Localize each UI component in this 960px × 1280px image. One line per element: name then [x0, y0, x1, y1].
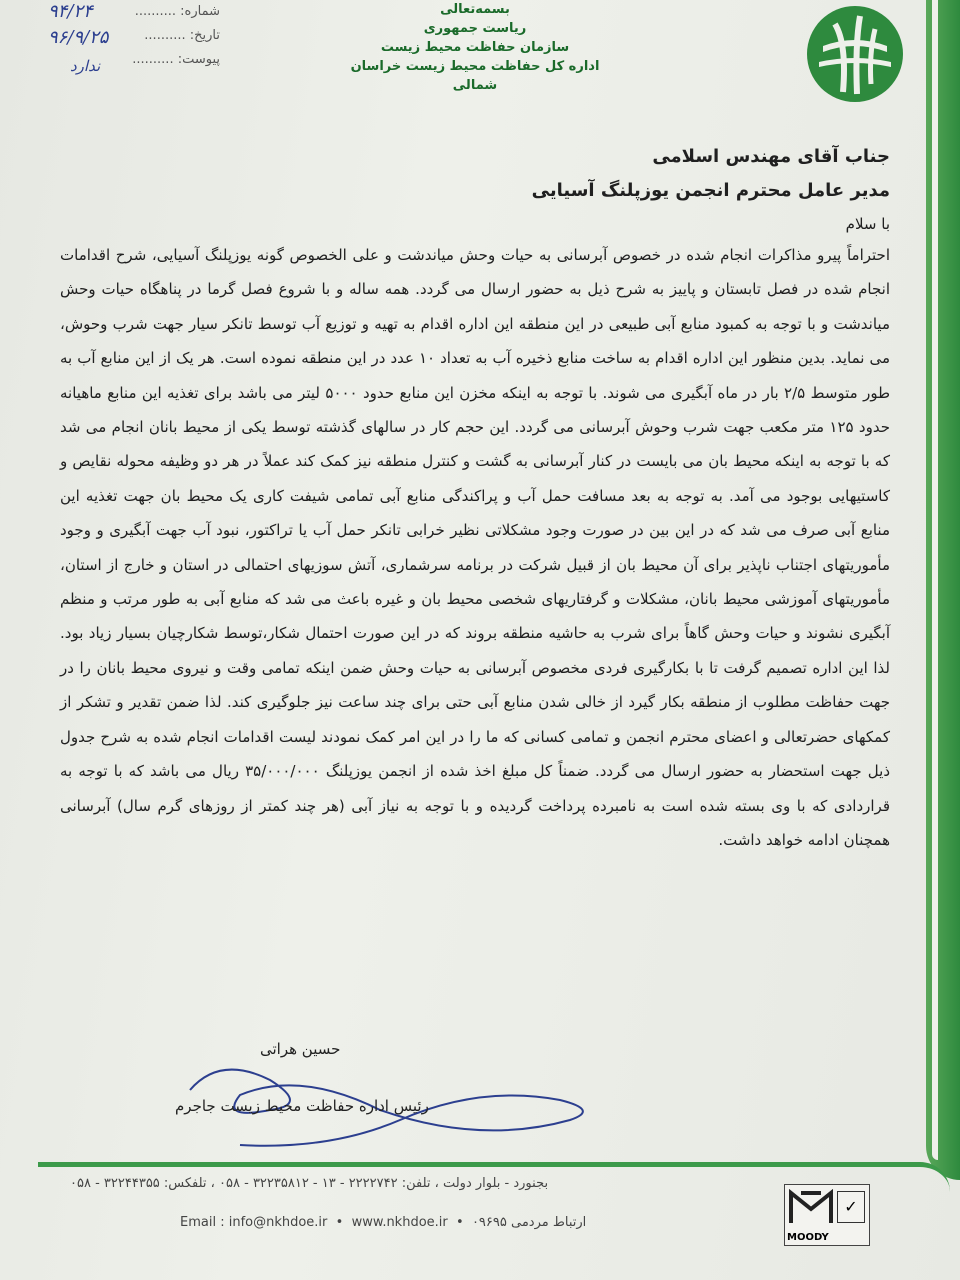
footer-website: www.nkhdoe.ir — [351, 1215, 448, 1230]
certification-badge — [784, 1184, 870, 1246]
green-border-inner — [932, 0, 938, 1160]
footer-contact: ارتباط مردمی ۰۹۶۹۵ • Email : info@nkhdoe.ir • www.nkhdoe.ir — [180, 1215, 587, 1230]
moody-logo-icon — [789, 1189, 833, 1225]
number-label: شماره: .......... — [134, 4, 220, 19]
recipient-title: مدیر عامل محترم انجمن یوزپلنگ آسیایی — [531, 180, 890, 201]
ukas-check-icon: ✓ — [837, 1191, 865, 1223]
letterhead-line1: بسمه‌تعالی — [440, 2, 510, 17]
letterhead-line3: سازمان حفاظت محیط زیست — [380, 40, 570, 55]
letterhead — [345, 0, 605, 95]
letterhead-line2: ریاست جمهوری — [423, 21, 527, 36]
footer-people-line: ارتباط مردمی ۰۹۶۹۵ — [471, 1215, 587, 1230]
cert-label: MOODY — [787, 1232, 829, 1243]
letter-content — [60, 140, 890, 857]
recipient-name: جناب آقای مهندس اسلامی — [652, 146, 890, 167]
doe-logo-icon — [805, 4, 905, 104]
greeting: با سلام — [845, 215, 890, 233]
footer-address: بجنورد - بلوار دولت ، تلفن: ۲۲۲۲۷۴۲ - ۱۳ - ۳۲۲۳۵۸۱۲ - ۰۵۸ ، تلفکس: ۳۲۲۴۴۳۵۵ - ۰۵۸ — [70, 1176, 549, 1191]
footer-email: Email : info@nkhdoe.ir — [180, 1215, 328, 1230]
signer-title: رئیس اداره حفاظت محیط زیست جاجرم — [175, 1097, 429, 1115]
date-handwritten: ۹۶/۹/۲۵ — [48, 27, 109, 48]
attachment-handwritten: ندارد — [70, 57, 101, 75]
date-label: تاریخ: .......... — [144, 28, 220, 43]
letter-body: احتراماً پیرو مذاکرات انجام شده در خصوص آبرسانی به حیات وحش میاندشت و علی الخصوص گونه یوزپلنگ آسیایی، شرح اقدامات انجام شده در فصل تابستان و پاییز به شرح ذیل به حضور ارسال می گردد. همه ساله و با شروع فصل گرما در پناهگاه حیات وحش میاندشت و با توجه به کمبود منابع آبی طبیعی در این منطقه این اداره اقدام به تهیه و توزیع آب توسط تانکر سیار جهت شرب وحوش، می نماید. بدین منظور این اداره اقدام به ساخت منابع ذخیره آب به تعداد ۱۰ عدد در این منطقه نموده است. هر یک از این منابع آب به طور متوسط ۲/۵ بار در ماه آبگیری می شوند. با توجه به اینکه مخزن این منابع حدود ۵۰۰۰ لیتر می باشد برای تغذیه این منابع ماهیانه حدود ۱۲۵ متر مکعب جهت شرب وحوش آبرسانی می گردد. این حجم کار در سالهای گذشته توسط یکی از محیط بانان انجام می شد که با توجه به اینکه محیط بان می بایست در کنار آبرسانی به گشت و کنترل منطقه نیز کمک کند عملاً در هر دو وظیفه محوله نقایص و کاستیهایی بوجود می آمد. به توجه به بعد مسافت حمل آب و پراکندگی منابع آبی تمامی شیفت کاری یک محیط بان جهت تغذیه این منابع آبی صرف می شد که در این بین در صورت وجود مشکلاتی نظیر خرابی تانکر حمل آب یا تراکتور، نبود آب جهت آبگیری و وجود مأموریتهای اجتناب ناپذیر برای آن محیط بان از قبیل شرکت در برنامه سرشماری، آتش سوزیهای احتمالی در استان و خارج از استان، مأموریتهای آموزشی محیط بانان، مشکلات و گرفتاریهای شخصی محیط بان و غیره باعث می شد که منابع آبی به طور مرتب و منظم آبگیری نشوند و حیات وحش گاهاً برای شرب به حاشیه منطقه بروند که در این صورت احتمال شکار،توسط شکارچیان بسیار زیاد بود. لذا این اداره تصمیم گرفت تا با بکارگیری فردی مخصوص آبرسانی به حیات وحش ضمن اینکه تمامی وقت و نیروی محیط بانان را در جهت حفاظت مطلوب از منطقه بکار گیرد از خالی شدن منابع آبی حتی برای چند ساعت نیز جلوگیری کند. لذا ضمن تقدیر و تشکر از کمکهای حضرتعالی و اعضای محترم انجمن و تمامی کسانی که ما را در این امر کمک نمودند لیست اقدامات انجام شده به شرح جدول ذیل جهت استحضار به حضور ارسال می گردد. ضمناً کل مبلغ اخذ شده از انجمن یوزپلنگ ۳۵/۰۰۰/۰۰۰ ریال می باشد که با توجه به قراردادی که با وی بسته شده است به نامبرده پرداخت گردیده و با توجه به نیاز آبی (هر چند کمتر از روزهای گرم سال) آبرسانی همچنان ادامه خواهد داشت. — [60, 246, 891, 849]
signer-name: حسین هراتی — [260, 1040, 341, 1058]
letterhead-line4: اداره کل حفاظت محیط زیست خراسان شمالی — [350, 59, 600, 93]
number-handwritten: ۹۴/۲۴ — [48, 1, 93, 22]
letter-meta — [48, 0, 220, 75]
attachment-label: پیوست: .......... — [132, 52, 220, 67]
